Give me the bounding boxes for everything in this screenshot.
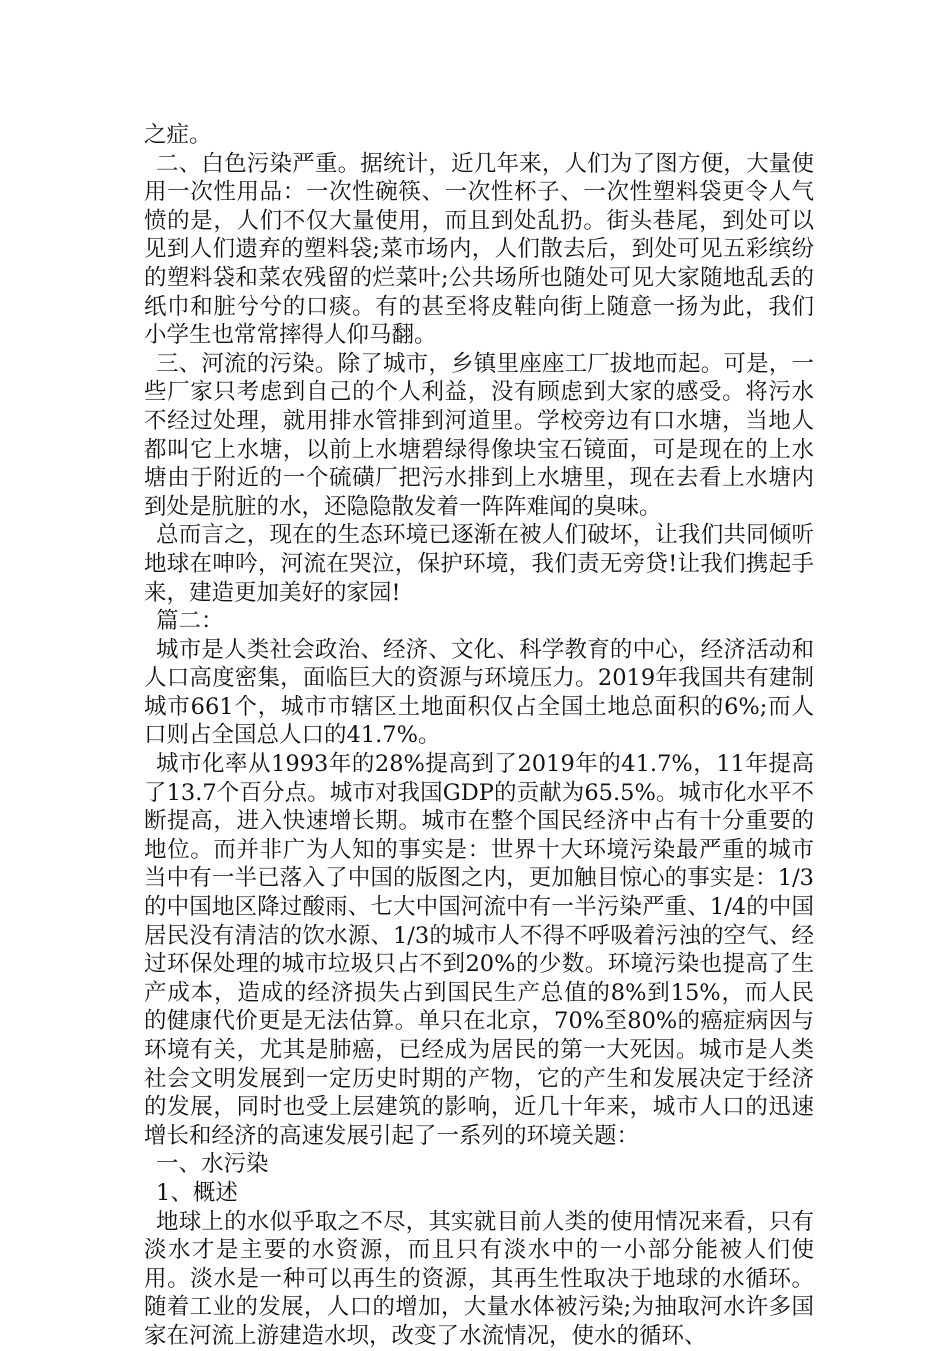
paragraph-continuation: 之症。	[144, 122, 212, 148]
paragraph-river-pollution: 三、河流的污染。除了城市，乡镇里座座工厂拔地而起。可是，一些厂家只考虑到自己的个人利益，没有顾虑到大家的感受。将污水不经过处理，就用排水管排到河道里。学校旁边有口水塘，当地人都叫它上水塘，以前上水塘碧绿得像块宝石镜面，可是现在的上水塘由于附近的一个硫磺厂把污水排到上水塘里，现在去看上水塘内到处是肮脏的水，还隐隐散发着一阵阵难闻的臭味。	[144, 350, 814, 520]
section-heading-part-two: 篇二：	[156, 608, 224, 635]
paragraph-urbanization: 城市化率从1993年的28%提高到了2019年的41.7%，11年提高了13.7个百分点。城市对我国GDP的贡献为65.5%。城市化水平不断提高，进入快速增长期。城市在整个国民经济中占有十分重要的地位。而并非广为人知的事实是：世界十大环境污染最严重的城市当中有一半已落入了中国的版图之内，更加触目惊心的事实是：1/3的中国地区降过酸雨、七大中国河流中有一半污染严重、1/4的中国居民没有清洁的饮水源、1/3的城市人不得不呼吸着污浊的空气、经过环保处理的城市垃圾只占不到20%的少数。环境污染也提高了生产成本，造成的经济损失占到国民生产总值的8%到15%，而人民的健康代价更是无法估算。单只在北京，70%至80%的癌症病因与环境有关，尤其是肺癌，已经成为居民的第一大死因。城市是人类社会文明发展到一定历史时期的产物，它的产生和发展决定于经济的发展，同时也受上层建筑的影响，近几十年来，城市人口的迅速增长和经济的高速发展引起了一系列的环境关题：	[144, 751, 814, 1149]
paragraph-city-overview: 城市是人类社会政治、经济、文化、科学教育的中心，经济活动和人口高度密集，面临巨大的资源与环境压力。2019年我国共有建制城市661个，城市市辖区土地面积仅占全国土地总面积的6%;而人口则占全国总人口的41.7%。	[144, 636, 814, 749]
document-body	[144, 121, 814, 1351]
paragraph-water-resources: 地球上的水似乎取之不尽，其实就目前人类的使用情况来看，只有淡水才是主要的水资源，而且只有淡水中的一小部分能被人们使用。淡水是一种可以再生的资源，其再生性取决于地球的水循环。随着工业的发展，人口的增加，大量水体被污染;为抽取河水许多国家在河流上游建造水坝，改变了水流情况，使水的循环、	[144, 1208, 814, 1349]
paragraph-conclusion: 总而言之，现在的生态环境已逐渐在被人们破坏，让我们共同倾听地球在呻吟，河流在哭泣，保护环境，我们责无旁贷!让我们携起手来，建造更加美好的家园!	[144, 522, 814, 606]
heading-overview: 1、概述	[156, 1179, 238, 1206]
paragraph-white-pollution: 二、白色污染严重。据统计，近几年来，人们为了图方便，大量使用一次性用品：一次性碗筷、一次性杯子、一次性塑料袋更令人气愤的是，人们不仅大量使用，而且到处乱扔。街头巷尾，到处可以见到人们遗弃的塑料袋;菜市场内，人们散去后，到处可见五彩缤纷的塑料袋和菜农残留的烂菜叶;公共场所也随处可见大家随地乱丢的纸巾和脏兮兮的口痰。有的甚至将皮鞋向街上随意一扬为此，我们小学生也常常摔得人仰马翻。	[144, 150, 814, 349]
heading-water-pollution: 一、水污染	[156, 1151, 269, 1178]
